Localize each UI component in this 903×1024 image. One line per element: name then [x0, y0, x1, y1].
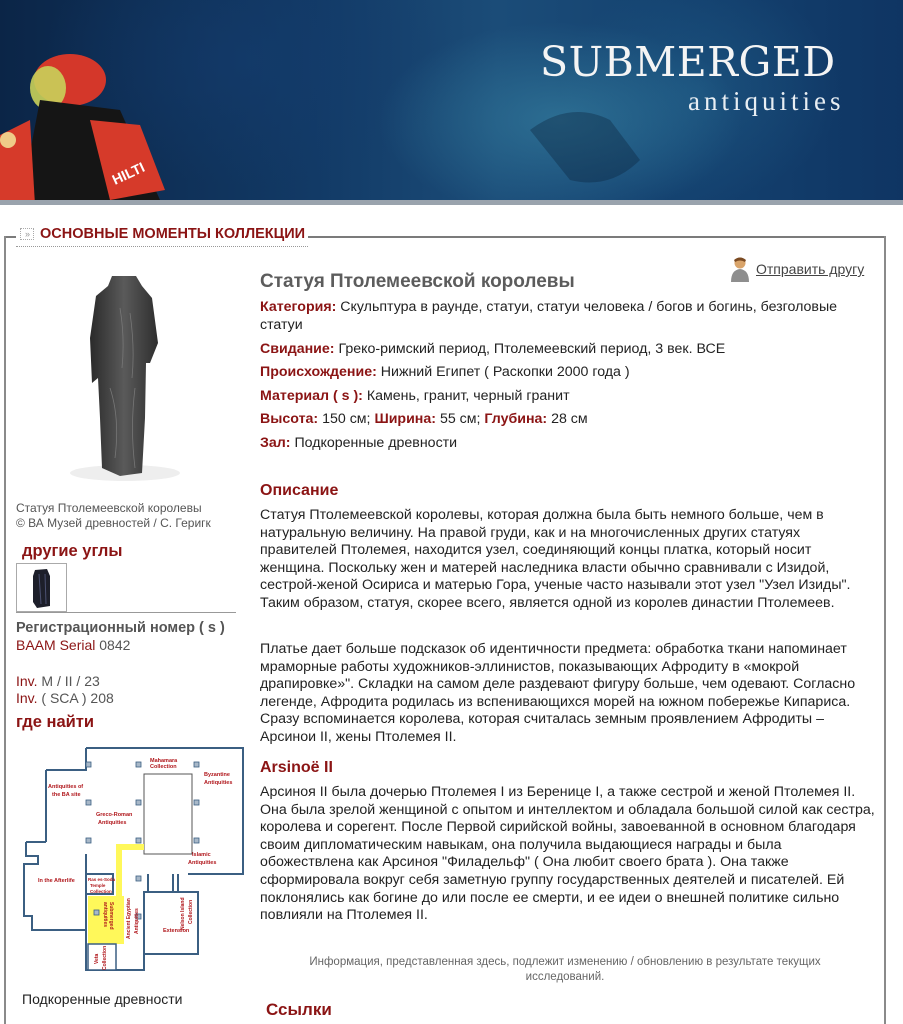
send-to-friend-label[interactable]: Отправить другу — [756, 261, 865, 277]
svg-text:Antiquities of: Antiquities of — [48, 784, 84, 790]
description-heading: Описание — [260, 482, 339, 499]
hall-value: Подкоренные древности — [290, 435, 458, 451]
send-to-friend-link[interactable] — [730, 256, 864, 282]
svg-text:Antiquities: Antiquities — [204, 780, 233, 786]
statue-image[interactable] — [50, 268, 200, 488]
section-title: ОСНОВНЫЕ МОМЕНТЫ КОЛЛЕКЦИИ — [40, 226, 306, 242]
diver-photo-icon — [0, 40, 190, 203]
frame-border — [4, 236, 6, 1024]
other-angles-heading: другие углы — [22, 542, 123, 560]
width-label: Ширина: — [374, 411, 436, 427]
svg-text:Antiquities: Antiquities — [98, 820, 127, 826]
svg-text:Submerged: Submerged — [108, 902, 114, 930]
meta-hall — [260, 434, 870, 452]
divider — [16, 612, 236, 613]
meta-date — [260, 340, 870, 358]
banner-divider — [0, 200, 903, 205]
svg-text:Antiquities: Antiquities — [134, 908, 140, 934]
svg-text:Temple: Temple — [90, 883, 106, 888]
provenance-label: Происхождение: — [260, 364, 377, 380]
meta-material — [260, 387, 870, 405]
svg-text:the BA site: the BA site — [52, 792, 81, 798]
category-label: Категория: — [260, 299, 337, 315]
logo-antiquities: antiquities — [688, 86, 845, 116]
provenance-value: Нижний Египет ( Раскопки 2000 года ) — [376, 364, 630, 380]
disclaimer-note: Информация, представленная здесь, подлежит изменению / обновлению в результате текущих исследований. — [309, 956, 821, 983]
material-value: Камень, гранит, черный гранит — [362, 388, 570, 404]
person-icon — [730, 256, 750, 282]
svg-text:Mahamara: Mahamara — [150, 758, 178, 764]
map-caption: Подкоренные древности — [22, 991, 183, 1007]
height-value: 150 см; — [318, 411, 375, 427]
inv-label: Inv. — [16, 690, 38, 706]
material-label: Материал ( s ): — [260, 388, 363, 404]
diver-silhouette-icon — [500, 70, 660, 200]
meta-dimensions — [260, 410, 870, 428]
inv-value: ( SCA ) 208 — [41, 690, 114, 706]
registration-serial — [16, 637, 130, 653]
arsinoe-paragraph: Арсиноя II была дочерью Птолемея I из Беренице I, а также сестрой и женой Птолемея II. Она была зрелой женщиной с опытом и интеллектом и обладала большой силой как сестра, королева и сорегент. После Первой сирийской войны, завоеванной в основном благодаря своим дипломатическим навыкам, она получила выдающиеся награды и была обожествлена как Арсиноя "Филадельф" ( Она любит своего брата ). Она также сформировала вокруг себя заметную группу государственных деятелей и писателей. Ей поклонялись как богине до или после ее смерти, и ее идеи о внешней политике сильно повлияли на Птолемея II. — [260, 784, 875, 924]
section-header — [20, 222, 305, 246]
meta-category — [260, 298, 870, 334]
inv-label: Inv. — [16, 673, 38, 689]
svg-text:Collection: Collection — [150, 764, 177, 770]
depth-value: 28 см — [547, 411, 588, 427]
svg-text:Nelson Island: Nelson Island — [180, 897, 186, 930]
registration-heading: Регистрационный номер ( s ) — [16, 620, 225, 636]
frame-border — [308, 236, 886, 238]
description-paragraph-2: Платье дает больше подсказок об идентичности предмета: обработка ткани напоминает мраморные работы художников-эллинистов, показывающих Афродиту в «мокрой драпировке»". Складки на самом деле раздевают фигуру больше, чем одевают. Согласно легенде, Афродита родилась из вспенивающихся морей на южном побережье Кипариса. Сразу вспоминается королева, которая считалась земным проявлением Афродиты – Арсинои II, жены Птолемея II. — [260, 641, 856, 745]
svg-text:Ancient Egyptian: Ancient Egyptian — [126, 898, 132, 939]
caption-title: Статуя Птолемеевской королевы — [16, 501, 202, 515]
svg-text:Collection: Collection — [188, 899, 194, 924]
inventory-number-1 — [16, 673, 100, 689]
svg-text:Collection: Collection — [90, 889, 112, 894]
svg-text:Veta: Veta — [94, 953, 100, 964]
hall-label: Зал: — [260, 435, 291, 451]
svg-text:Collection: Collection — [102, 945, 108, 970]
statue-thumbnail-icon — [17, 564, 66, 611]
meta-provenance — [260, 363, 870, 381]
caption-copyright: © ВА Музей древностей / С. Геригк — [16, 516, 211, 530]
date-label: Свидание: — [260, 341, 335, 357]
serial-value: 0842 — [99, 637, 131, 653]
site-banner — [0, 0, 903, 203]
description-paragraph-1: Статуя Птолемеевской королевы, которая должна была быть немного больше, чем в натуральную величину. На правой груди, как и на многочисленных других статуях правителей Птолемея, находится узел, соединяющий концы платка, который носит женщина. Поскольку жен и матерей наследника власти обычно сравнивали с Изидой, сестрой-женой Осириса и матерью Гора, ученые часто называли этот узел "Узел Изиды". Таким образом, статуя, скорее всего, является одной из королев династии Птолемеев. — [260, 507, 851, 611]
svg-text:Antiquities: Antiquities — [188, 860, 217, 866]
svg-text:Islamic: Islamic — [192, 852, 211, 858]
where-to-find-heading: где найти — [16, 713, 94, 731]
arsinoe-heading: Arsinoë II — [260, 759, 333, 776]
category-value: Скульптура в раунде, статуи, статуи человека / богов и богинь, безголовые статуи — [260, 299, 838, 333]
svg-text:Byzantine: Byzantine — [204, 772, 230, 778]
svg-text:Extension: Extension — [163, 928, 190, 934]
depth-label: Глубина: — [484, 411, 548, 427]
svg-text:HILTI: HILTI — [109, 158, 148, 188]
logo-submerged: SUBMERGED — [540, 38, 836, 86]
links-heading: Ссылки — [266, 1000, 332, 1019]
frame-border — [884, 236, 886, 1024]
object-title: Статуя Птолемеевской королевы — [260, 271, 575, 292]
svg-text:In the Afterlife: In the Afterlife — [38, 878, 75, 884]
svg-text:antiquities: antiquities — [102, 902, 108, 928]
date-value: Греко-римский период, Птолемеевский период, 3 век. ВСЕ — [334, 341, 726, 357]
svg-text:Ras es-Soda: Ras es-Soda — [88, 877, 116, 882]
inventory-number-2 — [16, 690, 114, 706]
inv-value: M / II / 23 — [41, 673, 100, 689]
serial-label: BAAM Serial — [16, 637, 96, 653]
width-value: 55 см; — [436, 411, 485, 427]
image-caption — [16, 501, 211, 531]
other-angle-thumbnail[interactable] — [16, 563, 67, 612]
double-chevron-right-icon: » — [20, 228, 34, 240]
section-underline — [16, 246, 308, 247]
height-label: Высота: — [260, 411, 319, 427]
svg-text:Greco-Roman: Greco-Roman — [96, 812, 133, 818]
museum-floor-map[interactable] — [18, 744, 246, 974]
